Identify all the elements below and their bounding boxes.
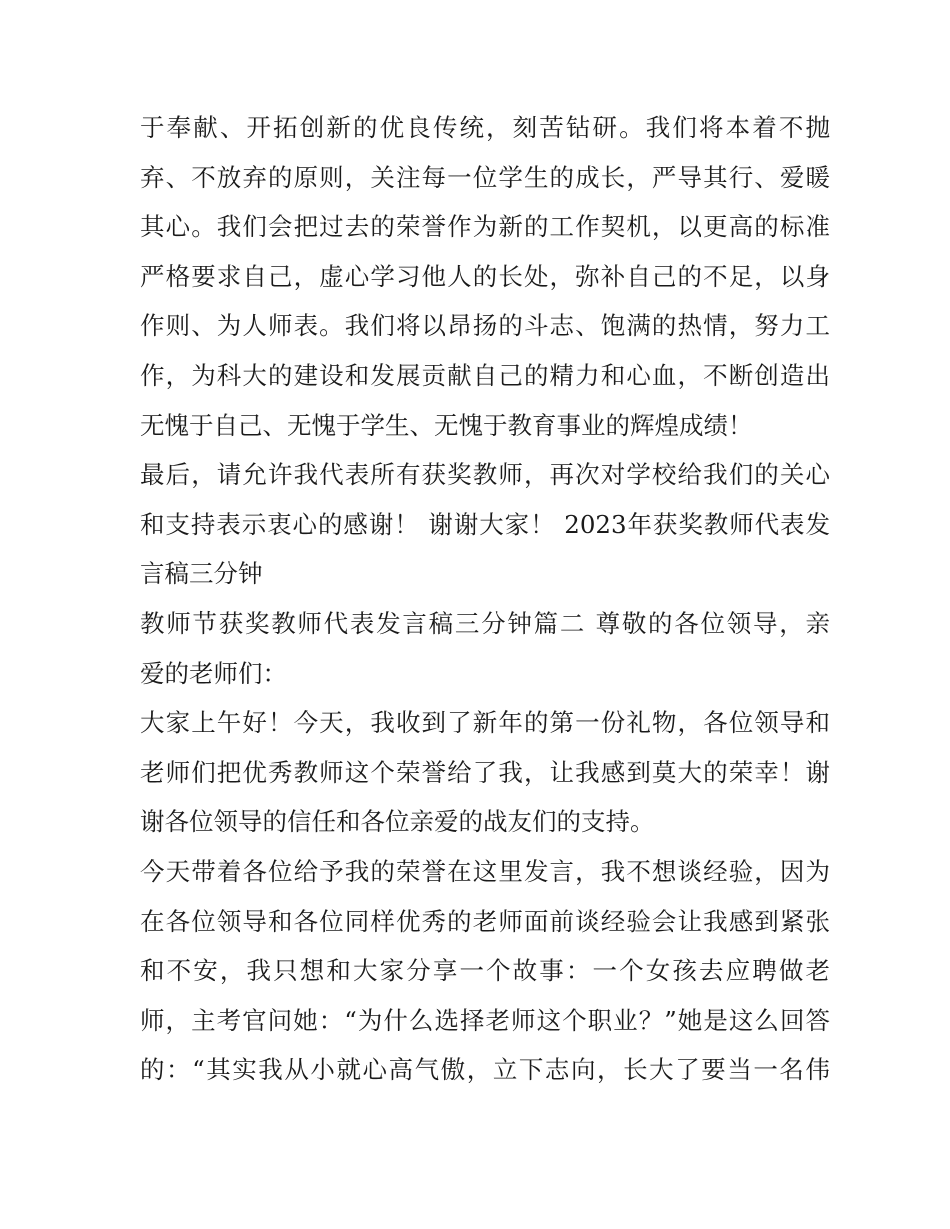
- text-line: 作则、为人师表。我们将以昂扬的斗志、饱满的热情，努力工: [140, 311, 830, 341]
- text-line: 教师节获奖教师代表发言稿三分钟篇二 尊敬的各位领导，亲: [140, 608, 830, 638]
- text-line: 弃、不放弃的原则，关注每一位学生的成长，严导其行、爱暖: [140, 162, 830, 192]
- text-line: 作，为科大的建设和发展贡献自己的精力和心血，不断创造出: [140, 360, 830, 390]
- text-line: 爱的老师们：: [140, 658, 287, 688]
- text-line: 老师们把优秀教师这个荣誉给了我，让我感到莫大的荣幸！谢: [140, 757, 830, 787]
- text-line: 最后，请允许我代表所有获奖教师，再次对学校给我们的关心: [140, 460, 830, 490]
- text-line: 于奉献、开拓创新的优良传统，刻苦钻研。我们将本着不抛: [140, 113, 830, 142]
- text-line: 严格要求自己，虚心学习他人的长处，弥补自己的不足，以身: [140, 261, 830, 291]
- text-line: 和不安，我只想和大家分享一个故事：一个女孩去应聘做老: [140, 956, 830, 986]
- text-line: 其心。我们会把过去的荣誉作为新的工作契机，以更高的标准: [140, 212, 830, 242]
- text-line: 的：“其实我从小就心高气傲，立下志向，长大了要当一名伟: [140, 1055, 830, 1085]
- body-text: [140, 103, 830, 1095]
- text-line: 言稿三分钟: [140, 559, 263, 589]
- text-line: 和支持表示衷心的感谢！ 谢谢大家！ 2023年获奖教师代表发: [140, 509, 830, 539]
- text-line: 师，主考官问她：“为什么选择老师这个职业？”她是这么回答: [140, 1005, 830, 1035]
- text-line: 无愧于自己、无愧于学生、无愧于教育事业的辉煌成绩！: [140, 410, 753, 440]
- text-line: 在各位领导和各位同样优秀的老师面前谈经验会让我感到紧张: [140, 906, 830, 936]
- text-line: 谢各位领导的信任和各位亲爱的战友们的支持。: [140, 807, 655, 837]
- text-line: 大家上午好！今天，我收到了新年的第一份礼物，各位领导和: [140, 708, 830, 738]
- text-line: 今天带着各位给予我的荣誉在这里发言，我不想谈经验，因为: [140, 856, 830, 886]
